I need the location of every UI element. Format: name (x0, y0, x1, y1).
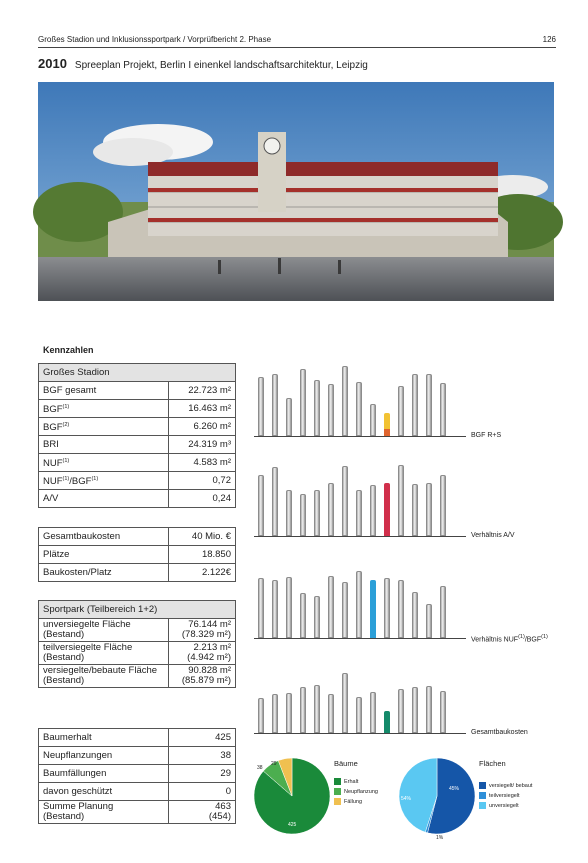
row-label (39, 765, 169, 783)
chart-label (471, 634, 548, 643)
data-label: 425 (288, 822, 297, 828)
table-row (39, 747, 236, 765)
pie-flaechen-title: Flächen (479, 759, 506, 768)
bar (440, 586, 446, 638)
row-label (39, 472, 169, 490)
chart-baseline (254, 536, 466, 537)
bar (328, 384, 334, 436)
legend-item (334, 798, 378, 805)
bar (356, 382, 362, 436)
bar (272, 374, 278, 436)
footnote-ref: (1) (91, 475, 99, 482)
row-value: 6.260 m² (169, 418, 236, 436)
row-value (169, 801, 236, 824)
label-text: Summe Planung (43, 801, 114, 812)
legend-swatch (334, 798, 341, 805)
label-text: davon geschützt (43, 785, 113, 797)
row-value (169, 765, 236, 783)
row-value (169, 783, 236, 801)
legend-swatch (479, 782, 486, 789)
row-label: Gesamtbaukosten (39, 528, 169, 546)
bar (398, 465, 404, 536)
row-label (39, 642, 169, 665)
bar (412, 374, 418, 436)
label-text: (Bestand) (43, 675, 85, 686)
bar (314, 596, 320, 638)
row-label (39, 418, 169, 436)
footnote-ref: (1) (541, 634, 548, 640)
row-label (39, 747, 169, 765)
table-row (39, 490, 236, 508)
bar (300, 369, 306, 436)
value-text: (78.329 m²) (181, 629, 231, 640)
label-text: (Bestand) (43, 652, 85, 663)
label-text: NUF (43, 458, 63, 470)
legend-swatch (479, 802, 486, 809)
bar (314, 380, 320, 436)
bar (286, 577, 292, 638)
label-text: NUF (43, 476, 63, 488)
label-text: versiegelte/bebaute Fläche (43, 665, 158, 676)
bar (398, 580, 404, 638)
value-text: (454) (208, 811, 231, 822)
value-text: 2.213 m² (193, 642, 231, 653)
label-text: (Bestand) (43, 811, 85, 822)
label-text: Baumfällungen (43, 767, 107, 779)
label-text: BGF (43, 422, 63, 434)
label-text: unversiegelte Fläche (43, 619, 131, 630)
bar (412, 592, 418, 638)
table-row (39, 729, 236, 747)
chart-baseline (254, 638, 466, 639)
bar (398, 689, 404, 733)
row-value (169, 619, 236, 642)
pie-baeume (252, 756, 332, 836)
header-title: Großes Stadion und Inklusionssportpark / Vorprüfbericht 2. Phase (38, 35, 272, 44)
row-label (39, 382, 169, 400)
bar (328, 694, 334, 733)
sportpark-table (38, 600, 236, 688)
bar (342, 366, 348, 436)
legend-item (479, 802, 532, 809)
bar (356, 571, 362, 638)
data-label: 45% (449, 786, 460, 792)
row-value: 40 Mio. € (169, 528, 236, 546)
row-value: 0,72 (169, 472, 236, 490)
pie-baeume-title: Bäume (334, 759, 358, 768)
data-label: 54% (401, 796, 412, 802)
row-label (39, 400, 169, 418)
table-row (39, 436, 236, 454)
bar (314, 490, 320, 536)
bar (272, 694, 278, 733)
bar (286, 693, 292, 733)
row-label (39, 454, 169, 472)
table-row (39, 382, 236, 400)
project-name: Spreeplan Projekt, Berlin I einenkel landschaftsarchitektur, Leipzig (74, 60, 368, 71)
bar (328, 483, 334, 536)
kennzahlen-heading: Kennzahlen (43, 345, 94, 355)
label-text: Baumerhalt (43, 731, 92, 743)
label-text: BGF R+S (471, 432, 502, 439)
bar (328, 576, 334, 638)
table-row (39, 564, 236, 582)
label-text: BGF (43, 404, 63, 416)
label-text: /BGF (69, 476, 92, 488)
label-text: teilversiegelte Fläche (43, 642, 133, 653)
value-text: (4.942 m²) (187, 652, 231, 663)
bar (440, 383, 446, 436)
bar (440, 691, 446, 733)
bar (286, 490, 292, 536)
label-text: Gesamtbaukosten (471, 729, 528, 736)
value-text: 76.144 m² (188, 619, 231, 630)
pie-baeume-legend (334, 778, 378, 808)
data-label: 1% (436, 835, 444, 841)
bar (426, 686, 432, 733)
label-text: Neupflanzung (344, 788, 378, 795)
bar (272, 467, 278, 536)
label-text: /BGF (524, 636, 542, 644)
legend-item (334, 788, 378, 795)
row-label (39, 783, 169, 801)
running-header (38, 33, 556, 48)
table-row (39, 665, 236, 688)
chart-label (471, 729, 528, 736)
table-row (39, 472, 236, 490)
bar (370, 404, 376, 436)
table-row (39, 418, 236, 436)
bar (356, 697, 362, 733)
bar (258, 377, 264, 436)
table-row (39, 765, 236, 783)
chart-baseline (254, 733, 466, 734)
label-text: Erhalt (344, 778, 359, 785)
page-number: 126 (542, 35, 556, 44)
baeume-table (38, 728, 236, 824)
bar (370, 580, 376, 638)
legend-item (479, 782, 532, 789)
row-label: Baukosten/Platz (39, 564, 169, 582)
value-text: (85.879 m²) (181, 675, 231, 686)
legend-item (479, 792, 532, 799)
stadion-heading: Großes Stadion (39, 364, 236, 382)
legend-swatch (479, 792, 486, 799)
bar (356, 490, 362, 536)
row-value (169, 747, 236, 765)
label-text: BGF gesamt (43, 384, 97, 396)
row-value: 2.122€ (169, 564, 236, 582)
value-text: 463 (215, 801, 231, 812)
bar (384, 483, 390, 536)
bar (384, 578, 390, 638)
chart-baseline (254, 436, 466, 437)
sportpark-heading: Sportpark (Teilbereich 1+2) (39, 601, 236, 619)
data-label: 38 (257, 765, 263, 771)
bar (426, 483, 432, 536)
label-text: (Bestand) (43, 629, 85, 640)
label-text: teilversiegelt (489, 792, 520, 799)
kosten-table (38, 527, 236, 582)
label-text: BRI (43, 438, 59, 450)
label-text: Verhältnis A/V (471, 532, 515, 539)
row-value: 22.723 m² (169, 382, 236, 400)
row-label (39, 665, 169, 688)
bar (370, 485, 376, 536)
bar (300, 593, 306, 638)
table-row (39, 528, 236, 546)
bar (412, 484, 418, 536)
label-text: Verhältnis NUF (471, 636, 519, 644)
label-text: Neupflanzungen (43, 749, 113, 761)
bar (384, 413, 390, 436)
row-label (39, 490, 169, 508)
bar (384, 711, 390, 733)
footnote-ref: (1) (62, 457, 70, 464)
bar (272, 580, 278, 638)
legend-swatch (334, 788, 341, 795)
legend-swatch (334, 778, 341, 785)
bar (426, 604, 432, 638)
bar (286, 398, 292, 436)
row-value: 0,24 (169, 490, 236, 508)
bar (300, 494, 306, 536)
footnote-ref: (1) (518, 634, 525, 640)
legend-item (334, 778, 378, 785)
bar (398, 386, 404, 436)
row-label: Plätze (39, 546, 169, 564)
bar (300, 687, 306, 733)
bar (412, 687, 418, 733)
bar (426, 374, 432, 436)
row-value: 24.319 m³ (169, 436, 236, 454)
table-row (39, 619, 236, 642)
bar (258, 578, 264, 638)
chart-label (471, 532, 515, 539)
value-text: 0 (225, 785, 231, 797)
label-text: A/V (43, 492, 59, 504)
row-value: 4.583 m² (169, 454, 236, 472)
footnote-ref: (1) (62, 403, 70, 410)
row-value: 18.850 (169, 546, 236, 564)
bar (342, 582, 348, 638)
table-row (39, 642, 236, 665)
stadion-table (38, 363, 236, 508)
table-row (39, 783, 236, 801)
project-year: 2010 (38, 56, 67, 71)
row-label (39, 436, 169, 454)
table-row (39, 546, 236, 564)
footnote-ref: (1) (62, 475, 70, 482)
stadium-rendering (38, 82, 554, 301)
table-row (39, 454, 236, 472)
chart-label (471, 432, 501, 439)
row-value (169, 665, 236, 688)
pie-flaechen (397, 756, 477, 841)
bar (342, 673, 348, 733)
label-text: unversiegelt (489, 802, 519, 809)
data-label: 29 (271, 761, 277, 767)
row-value (169, 642, 236, 665)
bar (258, 475, 264, 536)
row-value (169, 729, 236, 747)
bar (258, 698, 264, 733)
bar (342, 466, 348, 536)
value-text: 38 (220, 749, 231, 761)
row-label (39, 801, 169, 824)
row-label (39, 619, 169, 642)
project-title (38, 56, 368, 71)
table-row (39, 400, 236, 418)
label-text: Fällung (344, 798, 363, 805)
row-label (39, 729, 169, 747)
row-value: 16.463 m² (169, 400, 236, 418)
bar (370, 692, 376, 733)
bar (440, 475, 446, 536)
value-text: 29 (220, 767, 231, 779)
value-text: 90.828 m² (188, 665, 231, 676)
bar (314, 685, 320, 733)
table-row (39, 801, 236, 824)
label-text: versiegelt/ bebaut (489, 782, 533, 789)
pie-flaechen-legend (479, 782, 532, 812)
value-text: 425 (215, 731, 231, 743)
footnote-ref: (2) (62, 421, 70, 428)
